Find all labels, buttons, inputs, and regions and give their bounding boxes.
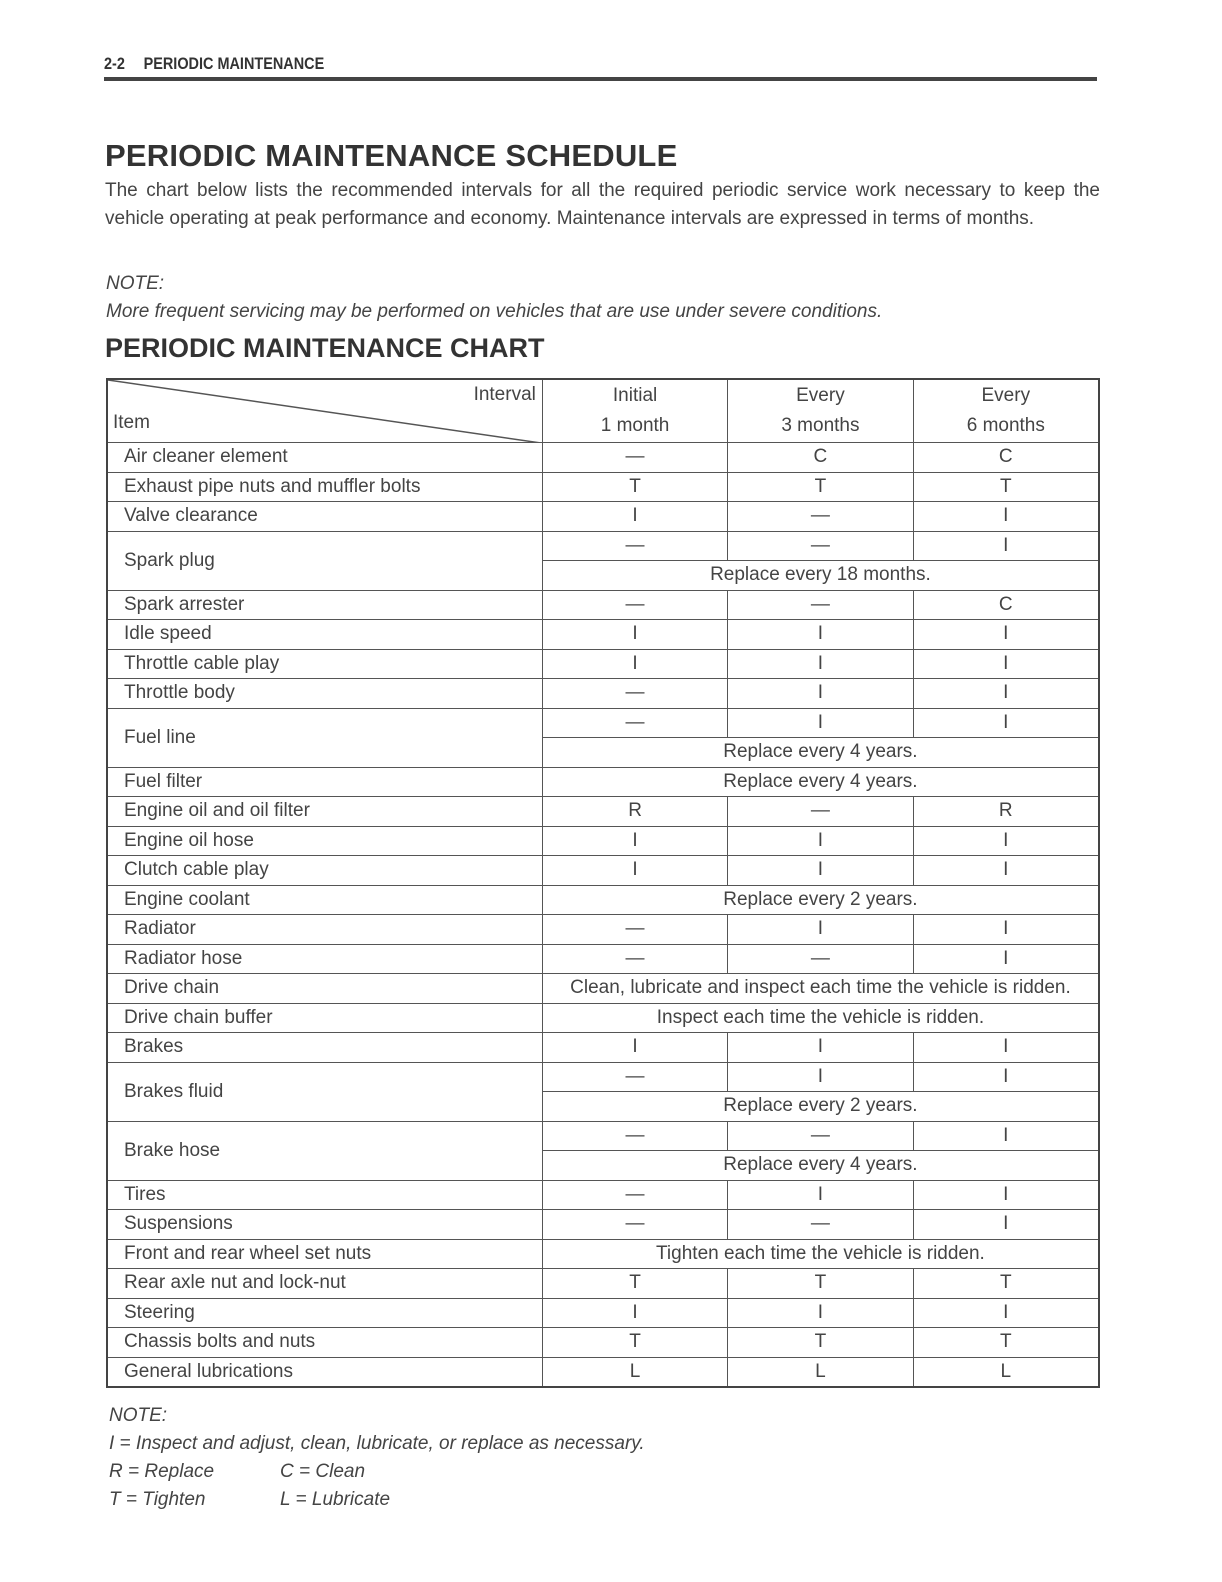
table-row xyxy=(107,1357,1099,1387)
table-row xyxy=(107,1298,1099,1328)
interval-note: Inspect each time the vehicle is ridden. xyxy=(542,1003,1099,1033)
interval-value: — xyxy=(542,443,727,473)
table-row xyxy=(107,443,1099,473)
interval-value: I xyxy=(913,1298,1099,1328)
table-row xyxy=(107,974,1099,1004)
note-label: NOTE: xyxy=(106,273,165,294)
item-name: General lubrications xyxy=(107,1357,542,1387)
table-row xyxy=(107,1239,1099,1269)
item-name: Brakes fluid xyxy=(107,1062,542,1121)
item-name: Tires xyxy=(107,1180,542,1210)
header-rule xyxy=(104,77,1097,81)
table-row xyxy=(107,797,1099,827)
header-col-initial xyxy=(542,379,727,443)
item-name: Suspensions xyxy=(107,1210,542,1240)
interval-value: I xyxy=(542,1298,727,1328)
item-name: Chassis bolts and nuts xyxy=(107,1328,542,1358)
header-line: 3 months xyxy=(781,415,860,436)
header-item-interval xyxy=(107,379,542,443)
interval-value: L xyxy=(913,1357,1099,1387)
item-name: Valve clearance xyxy=(107,502,542,532)
interval-value: I xyxy=(728,856,913,886)
table-row xyxy=(107,1033,1099,1063)
header-line: Every xyxy=(981,385,1031,406)
interval-value: I xyxy=(542,620,727,650)
legend-inspect: I = Inspect and adjust, clean, lubricate, or replace as necessary. xyxy=(109,1433,645,1454)
note-text: More frequent servicing may be performed on vehicles that are use under severe conditions. xyxy=(106,301,883,322)
interval-value: L xyxy=(728,1357,913,1387)
interval-value: I xyxy=(913,1210,1099,1240)
interval-value: I xyxy=(542,826,727,856)
page-number: 2-2 xyxy=(104,54,125,73)
page-title: PERIODIC MAINTENANCE SCHEDULE xyxy=(105,138,678,173)
interval-value: I xyxy=(542,1033,727,1063)
interval-value: — xyxy=(542,1210,727,1240)
item-name: Brake hose xyxy=(107,1121,542,1180)
item-name: Front and rear wheel set nuts xyxy=(107,1239,542,1269)
header-col-3months xyxy=(728,379,913,443)
item-name: Clutch cable play xyxy=(107,856,542,886)
interval-value: I xyxy=(728,826,913,856)
note-top xyxy=(106,270,882,326)
table-row xyxy=(107,1180,1099,1210)
table-row xyxy=(107,915,1099,945)
table-row xyxy=(107,856,1099,886)
note-bottom xyxy=(109,1402,645,1514)
interval-value: I xyxy=(913,620,1099,650)
interval-value: I xyxy=(728,649,913,679)
legend-clean: C = Clean xyxy=(280,1461,366,1482)
interval-value: — xyxy=(542,1180,727,1210)
legend-replace: R = Replace xyxy=(109,1461,215,1482)
interval-value: — xyxy=(728,590,913,620)
interval-value: I xyxy=(728,1062,913,1092)
table-row xyxy=(107,679,1099,709)
interval-value: I xyxy=(913,1180,1099,1210)
item-name: Exhaust pipe nuts and muffler bolts xyxy=(107,472,542,502)
item-name: Air cleaner element xyxy=(107,443,542,473)
item-name: Steering xyxy=(107,1298,542,1328)
table-row xyxy=(107,620,1099,650)
header-col-6months xyxy=(913,379,1099,443)
interval-value: I xyxy=(913,502,1099,532)
interval-value: I xyxy=(728,1298,913,1328)
interval-value: I xyxy=(728,1180,913,1210)
interval-note: Replace every 2 years. xyxy=(542,1092,1099,1122)
header-line: 1 month xyxy=(600,415,670,436)
table-row xyxy=(107,649,1099,679)
table-row xyxy=(107,885,1099,915)
section-name: PERIODIC MAINTENANCE xyxy=(143,54,325,73)
interval-value: — xyxy=(728,502,913,532)
item-name: Spark plug xyxy=(107,531,542,590)
interval-value: — xyxy=(728,944,913,974)
interval-value: I xyxy=(728,620,913,650)
table-row xyxy=(107,531,1099,561)
item-name: Engine oil hose xyxy=(107,826,542,856)
item-name: Radiator hose xyxy=(107,944,542,974)
interval-value: C xyxy=(728,443,913,473)
table-row xyxy=(107,472,1099,502)
interval-value: — xyxy=(542,531,727,561)
interval-label: Interval xyxy=(473,384,536,405)
table-row xyxy=(107,502,1099,532)
interval-note: Replace every 18 months. xyxy=(542,561,1099,591)
interval-value: T xyxy=(728,1328,913,1358)
item-name: Brakes xyxy=(107,1033,542,1063)
interval-value: I xyxy=(728,708,913,738)
interval-value: T xyxy=(728,472,913,502)
table-row xyxy=(107,590,1099,620)
interval-value: — xyxy=(542,1062,727,1092)
legend-tighten: T = Tighten xyxy=(109,1489,206,1510)
item-name: Spark arrester xyxy=(107,590,542,620)
maintenance-table xyxy=(106,378,1100,1388)
interval-value: T xyxy=(542,1269,727,1299)
item-name: Throttle body xyxy=(107,679,542,709)
interval-value: I xyxy=(542,502,727,532)
interval-value: T xyxy=(542,472,727,502)
interval-value: I xyxy=(913,679,1099,709)
interval-value: T xyxy=(728,1269,913,1299)
interval-note: Replace every 2 years. xyxy=(542,885,1099,915)
interval-note: Replace every 4 years. xyxy=(542,738,1099,768)
interval-value: I xyxy=(913,1033,1099,1063)
interval-value: I xyxy=(728,915,913,945)
interval-value: I xyxy=(913,856,1099,886)
item-name: Drive chain buffer xyxy=(107,1003,542,1033)
item-name: Fuel line xyxy=(107,708,542,767)
item-name: Engine oil and oil filter xyxy=(107,797,542,827)
interval-value: I xyxy=(913,826,1099,856)
item-name: Rear axle nut and lock-nut xyxy=(107,1269,542,1299)
intro-paragraph: The chart below lists the recommended intervals for all the required periodic service work necessary to keep the vehicle operating at peak performance and economy. Maintenance intervals are expressed in terms of months. xyxy=(105,180,1100,229)
interval-value: I xyxy=(913,531,1099,561)
interval-value: R xyxy=(913,797,1099,827)
table-row xyxy=(107,1328,1099,1358)
table-row xyxy=(107,826,1099,856)
interval-value: C xyxy=(913,443,1099,473)
table-header-row xyxy=(107,379,1099,443)
interval-note: Tighten each time the vehicle is ridden. xyxy=(542,1239,1099,1269)
interval-value: I xyxy=(913,1121,1099,1151)
item-name: Radiator xyxy=(107,915,542,945)
interval-note: Replace every 4 years. xyxy=(542,1151,1099,1181)
interval-value: T xyxy=(913,1269,1099,1299)
interval-value: L xyxy=(542,1357,727,1387)
interval-note: Replace every 4 years. xyxy=(542,767,1099,797)
interval-value: — xyxy=(728,531,913,561)
item-name: Throttle cable play xyxy=(107,649,542,679)
interval-value: I xyxy=(913,708,1099,738)
table-row xyxy=(107,1121,1099,1151)
item-name: Idle speed xyxy=(107,620,542,650)
interval-value: R xyxy=(542,797,727,827)
interval-value: T xyxy=(542,1328,727,1358)
table-row xyxy=(107,1210,1099,1240)
interval-value: — xyxy=(542,1121,727,1151)
interval-value: — xyxy=(542,679,727,709)
table-body xyxy=(107,443,1099,1388)
legend-lubricate: L = Lubricate xyxy=(280,1489,391,1510)
interval-value: — xyxy=(542,944,727,974)
item-name: Engine coolant xyxy=(107,885,542,915)
interval-value: C xyxy=(913,590,1099,620)
interval-value: I xyxy=(728,1033,913,1063)
item-name: Drive chain xyxy=(107,974,542,1004)
interval-value: I xyxy=(913,915,1099,945)
header-line: Every xyxy=(796,385,845,406)
table-row xyxy=(107,1269,1099,1299)
table-row xyxy=(107,708,1099,738)
header-line: 6 months xyxy=(966,415,1045,436)
item-name: Fuel filter xyxy=(107,767,542,797)
interval-value: I xyxy=(728,679,913,709)
note-label: NOTE: xyxy=(109,1405,168,1426)
interval-value: — xyxy=(542,590,727,620)
table-row xyxy=(107,767,1099,797)
interval-value: — xyxy=(728,797,913,827)
interval-value: — xyxy=(728,1121,913,1151)
interval-value: I xyxy=(542,649,727,679)
header-line: Initial xyxy=(612,385,658,406)
interval-value: T xyxy=(913,472,1099,502)
table-row xyxy=(107,1003,1099,1033)
interval-value: — xyxy=(728,1210,913,1240)
chart-title: PERIODIC MAINTENANCE CHART xyxy=(105,333,545,363)
item-label: Item xyxy=(113,412,150,433)
table-row xyxy=(107,1062,1099,1092)
interval-value: I xyxy=(542,856,727,886)
interval-value: I xyxy=(913,649,1099,679)
interval-value: I xyxy=(913,944,1099,974)
interval-note: Clean, lubricate and inspect each time the vehicle is ridden. xyxy=(542,974,1099,1004)
interval-value: — xyxy=(542,915,727,945)
table-row xyxy=(107,944,1099,974)
interval-value: — xyxy=(542,708,727,738)
running-header xyxy=(104,54,324,74)
interval-value: T xyxy=(913,1328,1099,1358)
interval-value: I xyxy=(913,1062,1099,1092)
